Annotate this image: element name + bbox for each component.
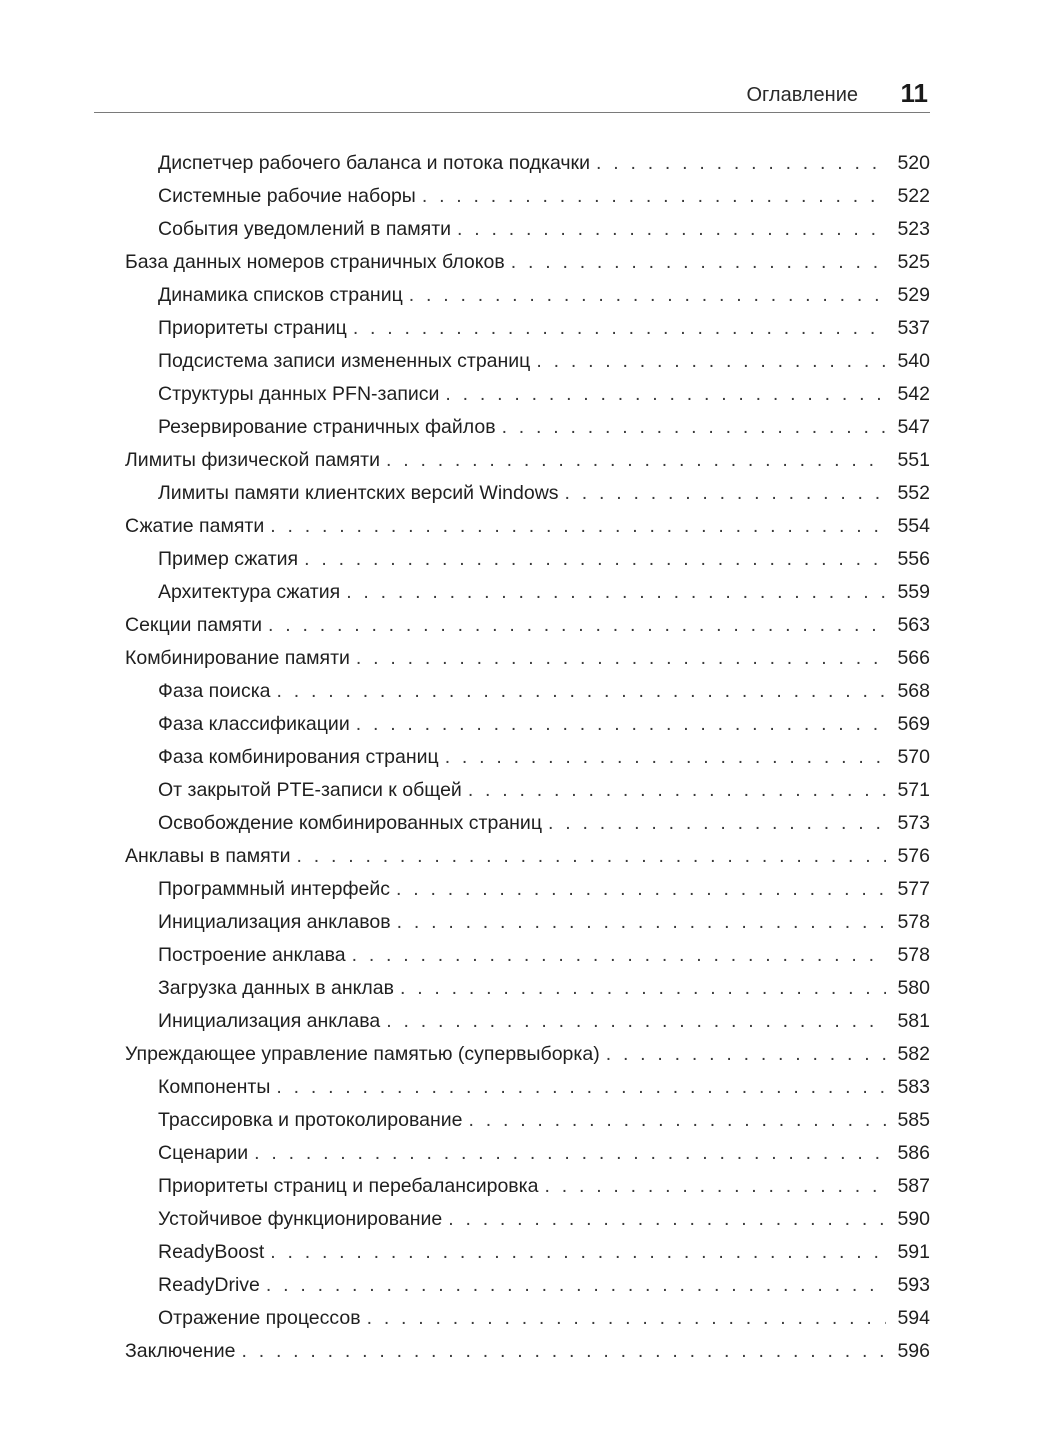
toc-entry-title: Лимиты памяти клиентских версий Windows — [158, 482, 559, 504]
toc-entry-page-number: 542 — [897, 383, 930, 405]
toc-entry-title: Системные рабочие наборы — [158, 185, 416, 207]
toc-entry[interactable] — [125, 510, 930, 543]
toc-entry[interactable] — [125, 576, 930, 609]
toc-entry[interactable] — [125, 279, 930, 312]
toc-entry-page-number: 547 — [897, 416, 930, 438]
dot-leader — [352, 939, 886, 972]
toc-entry-title: Комбинирование памяти — [125, 647, 350, 669]
dot-leader — [502, 411, 886, 444]
dot-leader — [536, 345, 886, 378]
toc-entry[interactable] — [125, 345, 930, 378]
dot-leader — [386, 444, 886, 477]
toc-entry[interactable] — [125, 543, 930, 576]
toc-entry[interactable] — [125, 1236, 930, 1269]
toc-entry-page-number: 580 — [897, 977, 930, 999]
toc-entry-title: Загрузка данных в анклав — [158, 977, 394, 999]
toc-entry-title: Построение анклава — [158, 944, 346, 966]
toc-entry-page-number: 556 — [897, 548, 930, 570]
toc-entry-page-number: 554 — [897, 515, 930, 537]
toc-entry[interactable] — [125, 939, 930, 972]
toc-entry[interactable] — [125, 840, 930, 873]
toc-entry[interactable] — [125, 972, 930, 1005]
toc-entry[interactable] — [125, 906, 930, 939]
toc-entry-page-number: 578 — [897, 911, 930, 933]
dot-leader — [409, 279, 886, 312]
toc-entry-title: Упреждающее управление памятью (супервыборка) — [125, 1043, 600, 1065]
toc-entry-title: ReadyDrive — [158, 1274, 260, 1296]
dot-leader — [270, 1236, 886, 1269]
toc-entry-title: Фаза поиска — [158, 680, 271, 702]
dot-leader — [367, 1302, 886, 1335]
toc-entry-page-number: 551 — [897, 449, 930, 471]
dot-leader — [304, 543, 886, 576]
toc-entry-page-number: 520 — [897, 152, 930, 174]
toc-entry-page-number: 568 — [897, 680, 930, 702]
toc-entry-page-number: 529 — [897, 284, 930, 306]
toc-entry[interactable] — [125, 774, 930, 807]
toc-entry-page-number: 559 — [897, 581, 930, 603]
dot-leader — [297, 840, 886, 873]
dot-leader — [548, 807, 886, 840]
dot-leader — [268, 609, 886, 642]
toc-entry[interactable] — [125, 1005, 930, 1038]
running-header — [94, 72, 930, 113]
dot-leader — [457, 213, 886, 246]
toc-entry[interactable] — [125, 873, 930, 906]
toc-entry[interactable] — [125, 411, 930, 444]
toc-entry[interactable] — [125, 675, 930, 708]
toc-entry-page-number: 525 — [897, 251, 930, 273]
toc-entry-page-number: 587 — [897, 1175, 930, 1197]
dot-leader — [353, 312, 886, 345]
dot-leader — [254, 1137, 886, 1170]
toc-entry-page-number: 563 — [897, 614, 930, 636]
dot-leader — [241, 1335, 886, 1368]
toc-entry-title: Динамика списков страниц — [158, 284, 403, 306]
dot-leader — [276, 1071, 886, 1104]
toc-entry[interactable] — [125, 1137, 930, 1170]
toc-entry-page-number: 566 — [897, 647, 930, 669]
toc-entry-title: Программный интерфейс — [158, 878, 391, 900]
dot-leader — [270, 510, 886, 543]
toc-entry[interactable] — [125, 147, 930, 180]
toc-entry[interactable] — [125, 1038, 930, 1071]
toc-entry-page-number: 578 — [897, 944, 930, 966]
toc-entry-title: Устойчивое функционирование — [158, 1208, 443, 1230]
toc-entry[interactable] — [125, 1104, 930, 1137]
toc-entry-title: Приоритеты страниц — [158, 317, 347, 339]
dot-leader — [422, 180, 886, 213]
dot-leader — [386, 1005, 886, 1038]
running-header-title: Оглавление — [746, 84, 858, 106]
toc-entry-page-number: 583 — [897, 1076, 930, 1098]
dot-leader — [468, 1104, 886, 1137]
toc-entry-page-number: 586 — [897, 1142, 930, 1164]
toc-entry[interactable] — [125, 1203, 930, 1236]
toc-entry-page-number: 571 — [897, 779, 930, 801]
toc-entry-page-number: 569 — [897, 713, 930, 735]
dot-leader — [511, 246, 886, 279]
toc-entry-title: Лимиты физической памяти — [125, 449, 380, 471]
toc-entry[interactable] — [125, 1071, 930, 1104]
toc-entry-title: Фаза комбинирования страниц — [158, 746, 439, 768]
toc-entry[interactable] — [125, 180, 930, 213]
dot-leader — [445, 378, 886, 411]
toc-entry-page-number: 570 — [897, 746, 930, 768]
toc-entry-title: Пример сжатия — [158, 548, 299, 570]
table-of-contents — [125, 147, 930, 1368]
dot-leader — [356, 642, 886, 675]
dot-leader — [400, 972, 886, 1005]
toc-entry[interactable] — [125, 807, 930, 840]
toc-entry-title: Трассировка и протоколирование — [158, 1109, 463, 1131]
toc-entry-page-number: 582 — [897, 1043, 930, 1065]
dot-leader — [448, 1203, 886, 1236]
dot-leader — [468, 774, 886, 807]
toc-entry-page-number: 523 — [897, 218, 930, 240]
toc-entry[interactable] — [125, 1335, 930, 1368]
toc-entry-title: Диспетчер рабочего баланса и потока подкачки — [158, 152, 590, 174]
toc-entry-title: События уведомлений в памяти — [158, 218, 452, 240]
dot-leader — [356, 708, 886, 741]
toc-entry[interactable] — [125, 708, 930, 741]
toc-entry-title: Архитектура сжатия — [158, 581, 341, 603]
toc-entry-title: Секции памяти — [125, 614, 263, 636]
toc-entry-page-number: 540 — [897, 350, 930, 372]
toc-entry-page-number: 596 — [897, 1340, 930, 1362]
toc-entry-title: ReadyBoost — [158, 1241, 265, 1263]
toc-entry-page-number: 581 — [897, 1010, 930, 1032]
toc-entry-page-number: 585 — [897, 1109, 930, 1131]
toc-entry-title: Компоненты — [158, 1076, 271, 1098]
dot-leader — [266, 1269, 886, 1302]
toc-entry[interactable] — [125, 642, 930, 675]
toc-entry[interactable] — [125, 741, 930, 774]
toc-entry[interactable] — [125, 378, 930, 411]
toc-entry-title: Инициализация анклавов — [158, 911, 391, 933]
toc-entry-title: Заключение — [125, 1340, 236, 1362]
dot-leader — [346, 576, 886, 609]
toc-entry-page-number: 537 — [897, 317, 930, 339]
toc-entry-page-number: 577 — [897, 878, 930, 900]
toc-entry[interactable] — [125, 444, 930, 477]
toc-entry[interactable] — [125, 1269, 930, 1302]
dot-leader — [397, 906, 886, 939]
toc-entry[interactable] — [125, 477, 930, 510]
toc-entry-page-number: 552 — [897, 482, 930, 504]
toc-entry[interactable] — [125, 246, 930, 279]
toc-entry-title: Подсистема записи измененных страниц — [158, 350, 531, 372]
toc-entry-page-number: 576 — [897, 845, 930, 867]
dot-leader — [544, 1170, 886, 1203]
toc-entry[interactable] — [125, 312, 930, 345]
dot-leader — [606, 1038, 886, 1071]
dot-leader — [445, 741, 886, 774]
toc-entry-page-number: 573 — [897, 812, 930, 834]
toc-entry-title: Приоритеты страниц и перебалансировка — [158, 1175, 539, 1197]
toc-entry-title: Структуры данных PFN-записи — [158, 383, 440, 405]
toc-entry-title: Анклавы в памяти — [125, 845, 291, 867]
toc-entry-page-number: 590 — [897, 1208, 930, 1230]
toc-entry-title: Фаза классификации — [158, 713, 350, 735]
dot-leader — [277, 675, 886, 708]
toc-entry-title: От закрытой PTE-записи к общей — [158, 779, 462, 801]
toc-entry-title: Освобождение комбинированных страниц — [158, 812, 542, 834]
toc-entry[interactable] — [125, 609, 930, 642]
toc-entry-title: База данных номеров страничных блоков — [125, 251, 505, 273]
toc-entry-title: Резервирование страничных файлов — [158, 416, 496, 438]
dot-leader — [596, 147, 886, 180]
toc-entry-title: Сценарии — [158, 1142, 249, 1164]
toc-entry-page-number: 593 — [897, 1274, 930, 1296]
toc-entry[interactable] — [125, 213, 930, 246]
page-number: 11 — [900, 78, 928, 108]
toc-entry-title: Инициализация анклава — [158, 1010, 381, 1032]
dot-leader — [565, 477, 886, 510]
toc-entry-page-number: 591 — [897, 1241, 930, 1263]
toc-entry[interactable] — [125, 1170, 930, 1203]
toc-entry-title: Отражение процессов — [158, 1307, 361, 1329]
toc-entry-page-number: 522 — [897, 185, 930, 207]
dot-leader — [396, 873, 886, 906]
toc-entry[interactable] — [125, 1302, 930, 1335]
toc-entry-title: Сжатие памяти — [125, 515, 265, 537]
toc-entry-page-number: 594 — [897, 1307, 930, 1329]
